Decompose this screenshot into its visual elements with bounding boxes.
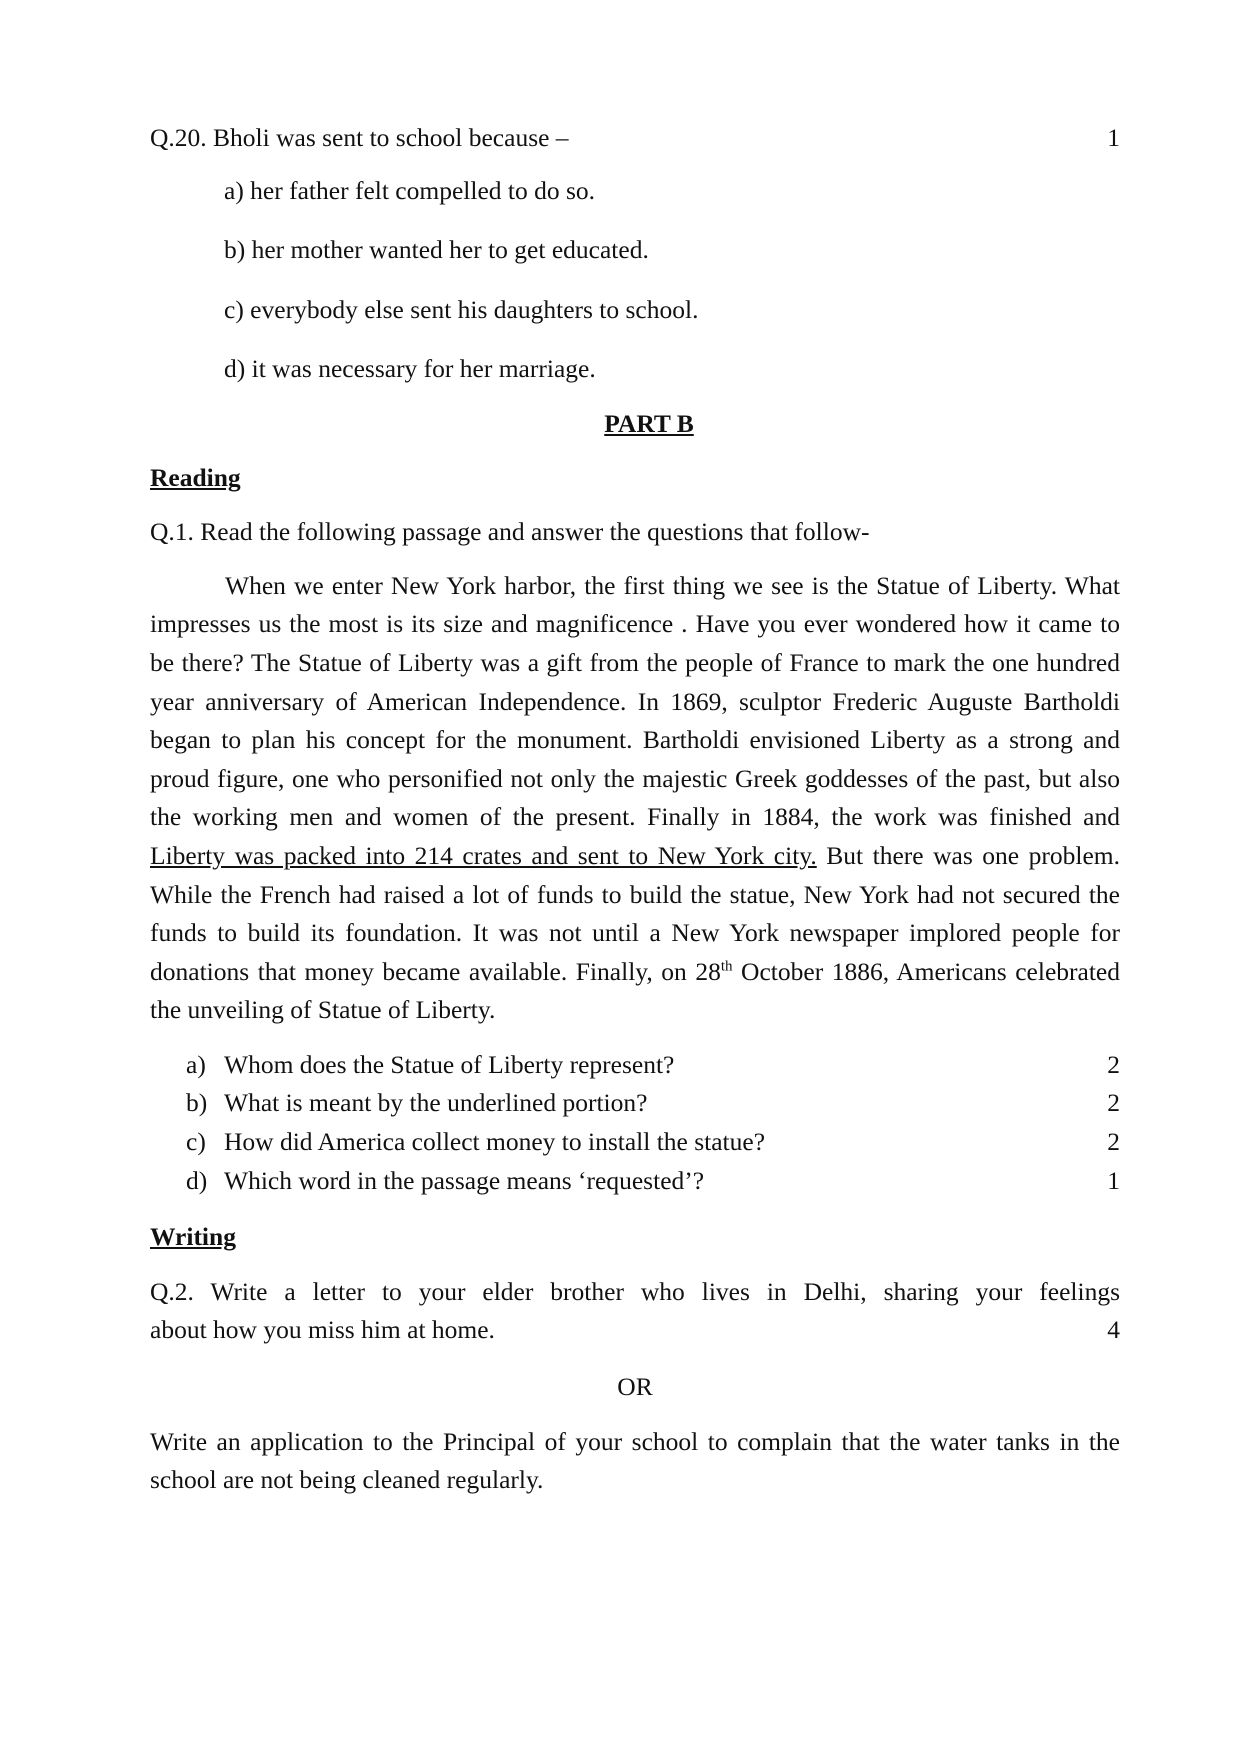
- q20-option-c: c) everybody else sent his daughters to school.: [224, 294, 699, 324]
- subquestion-marks: 2: [1107, 1127, 1120, 1157]
- subquestion-text: How did America collect money to install the statue?: [224, 1127, 766, 1157]
- q1-subquestions: [150, 1046, 1120, 1200]
- q2-line-2: about how you miss him at home.: [150, 1315, 495, 1345]
- q20-option-b: b) her mother wanted her to get educated.: [224, 235, 649, 265]
- subquestion-marks: 1: [1107, 1165, 1120, 1195]
- q2-line-2-row: [150, 1311, 1120, 1350]
- passage-part-3: October 1886, Americans celebrated the unveiling of Statue of Liberty.: [150, 956, 1120, 1025]
- q2-question: [150, 1273, 1120, 1350]
- passage-superscript: th: [720, 958, 733, 975]
- q2-line-1: Q.2. Write a letter to your elder brother who lives in Delhi, sharing your feelings: [150, 1276, 1120, 1306]
- q20-stem-row: [150, 119, 1120, 158]
- part-b-heading: PART B: [604, 408, 694, 438]
- subquestion-label: a): [186, 1049, 206, 1079]
- subquestion-marks: 2: [1107, 1049, 1120, 1079]
- subquestion-text: What is meant by the underlined portion?: [224, 1088, 648, 1118]
- passage-part-2: But there was one problem. While the French had raised a lot of funds to build the statue, New York had not secured the funds to build its foundation. It was not until a New York newspaper implored people for donations that money became available. Finally, on 28: [150, 840, 1120, 986]
- subquestion-marks: 2: [1107, 1088, 1120, 1118]
- page-content: [150, 119, 1120, 1500]
- q20-option-d: d) it was necessary for her marriage.: [224, 354, 596, 384]
- subquestion-label: c): [186, 1127, 206, 1157]
- q20-marks: 1: [1107, 123, 1120, 152]
- reading-heading: Reading: [150, 462, 241, 492]
- q1-subquestion-d: [186, 1162, 1120, 1201]
- q20-stem: Q.20. Bholi was sent to school because –: [150, 123, 569, 152]
- passage-underlined-portion: Liberty was packed into 214 crates and sent to New York city.: [150, 840, 817, 870]
- reading-passage: [150, 567, 1120, 1030]
- q2-alternative: Write an application to the Principal of your school to complain that the water tanks in the school are not being cleaned regularly.: [150, 1426, 1120, 1495]
- q20-options: [150, 172, 1120, 389]
- passage-part-1: When we enter New York harbor, the first thing we see is the Statue of Liberty. What impresses us the most is its size and magnificence . Have you ever wondered how it came to be there? The Statue of Liberty was a gift from the people of France to mark the one hundred year anniversary of American Independence. In 1869, sculptor Frederic Auguste Bartholdi began to plan his concept for the monument. Bartholdi envisioned Liberty as a strong and proud figure, one who personified not only the majestic Greek goddesses of the past, but also the working men and women of the present. Finally in 1884, the work was finished and: [150, 570, 1120, 832]
- subquestion-label: b): [186, 1088, 208, 1118]
- subquestion-label: d): [186, 1165, 208, 1195]
- or-separator: OR: [617, 1372, 653, 1402]
- q1-subquestion-b: [186, 1084, 1120, 1123]
- q2-marks: 4: [1107, 1315, 1120, 1345]
- q20-option-a: a) her father felt compelled to do so.: [224, 175, 596, 205]
- q1-stem: Q.1. Read the following passage and answer the questions that follow-: [150, 517, 870, 547]
- writing-heading: Writing: [150, 1222, 236, 1252]
- subquestion-text: Which word in the passage means ‘requested’?: [224, 1165, 705, 1195]
- q1-subquestion-a: [186, 1046, 1120, 1085]
- subquestion-text: Whom does the Statue of Liberty represent?: [224, 1049, 675, 1079]
- q1-subquestion-c: [186, 1123, 1120, 1162]
